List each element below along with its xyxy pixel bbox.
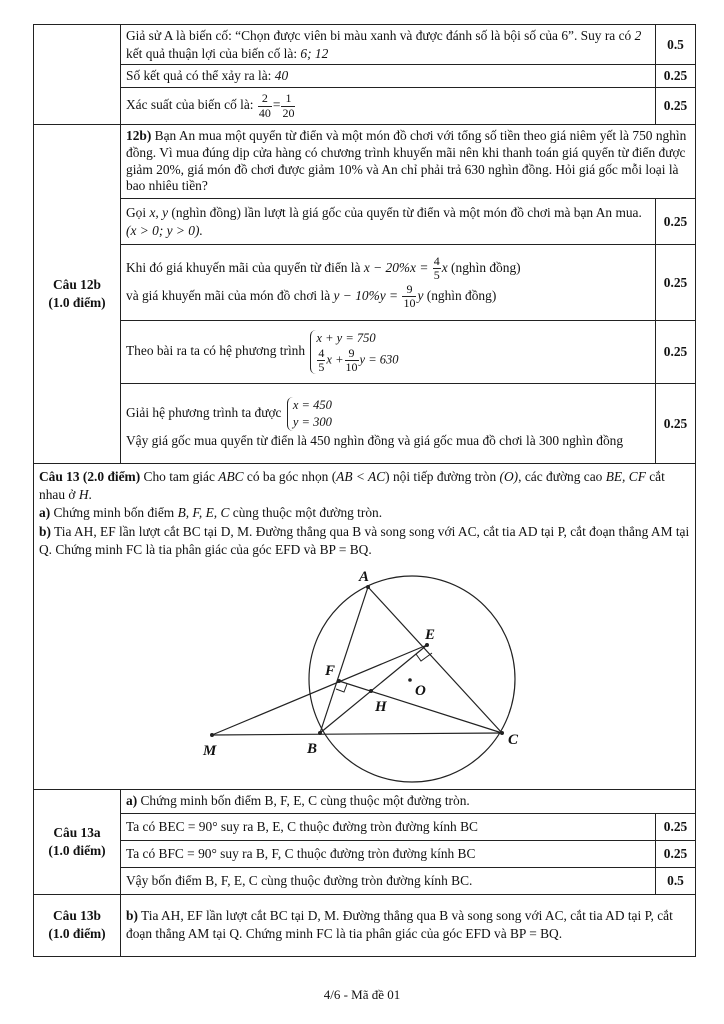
segment-ab — [320, 587, 368, 733]
label-m: M — [202, 742, 216, 759]
fraction: $\frac{4}{5}$ — [433, 253, 440, 282]
right-angle-f — [336, 684, 347, 692]
label-a: A — [358, 568, 369, 585]
problem-statement: 12b) Bạn An mua một quyển từ điển và một món đồ chơi với tổng số tiền theo giá niêm yết là 750 nghìn đồng. Vì mua đúng dịp cửa hàng có chương trình khuyến mãi nên khi thanh toán giá quyển từ điển được giảm 20%, giá món đồ chơi được giảm 10% và An chỉ phải trả 630 nghìn đồng. Hỏi giá gốc mỗi loại là bao nhiêu tiền? — [121, 125, 696, 199]
score: 0.5 — [656, 25, 696, 65]
score: 0.25 — [656, 245, 696, 321]
conclusion: Vậy giá gốc mua quyển từ điển là 450 nghìn đồng và giá gốc mua đồ chơi là 300 nghìn đồng — [126, 433, 624, 449]
page-footer: 4/6 - Mã đề 01 — [323, 987, 401, 1002]
point-h — [369, 689, 373, 693]
equation-system: x = 450 y = 300 — [287, 397, 332, 431]
table-row — [34, 894, 696, 956]
fraction: $\frac{1}{20}$ — [282, 91, 295, 120]
label-e: E — [424, 626, 435, 643]
score: 0.25 — [656, 813, 696, 840]
question-cell-empty — [34, 25, 121, 125]
table-row — [34, 65, 696, 88]
question-13-statement: Câu 13 (2.0 điểm) Cho tam giác ABC có ba góc nhọn (AB < AC) nội tiếp đường tròn (O), các đường cao BE, CF cắt nhau ở H. a) Chứng minh bốn điểm B, F, E, C cùng thuộc một đường tròn. b) Tia AH, EF lần lượt cắt BC tại D, M. Đường thẳng qua B và song song với AC, cắt tia AD tại P, cắt đoạn thẳng AM tại Q. Chứng minh FC là tia phân giác của góc EFD và BP = BQ. A E F O H M B C — [34, 464, 696, 789]
circle-o — [309, 576, 515, 782]
table-row — [34, 199, 696, 245]
table-row — [34, 789, 696, 813]
step-text: Số kết quả có thể xảy ra là: 40 — [121, 65, 656, 88]
geometry-figure — [175, 565, 555, 783]
point-a — [366, 585, 370, 589]
table-row — [34, 321, 696, 384]
fraction: $\frac{9}{10}$ — [345, 345, 358, 374]
score: 0.25 — [656, 321, 696, 384]
score: 0.25 — [656, 384, 696, 464]
question-label-13b: Câu 13b (1.0 điểm) — [34, 894, 121, 956]
score: 0.25 — [656, 65, 696, 88]
point-m — [210, 733, 214, 737]
table-row — [34, 25, 696, 65]
table-row — [34, 813, 696, 840]
point-e — [425, 643, 429, 647]
answer-table — [33, 24, 696, 957]
point-f — [337, 679, 341, 683]
fraction: $\frac{9}{10}$ — [403, 282, 416, 311]
step-text: Ta có BFC = 90° suy ra B, F, C thuộc đường tròn đường kính BC — [121, 840, 656, 867]
step-text: Khi đó giá khuyến mãi của quyển từ điển là x − 20%x = $\frac{4}{5}$ x (nghìn đồng) và giá khuyến mãi của món đồ chơi là y − 10%y = $\frac{9}{10}$ y (nghìn đồng) — [121, 245, 656, 321]
step-text: Xác suất của biến cố là: $\frac{2}{40}$ = $\frac{1}{20}$ — [121, 88, 656, 125]
score: 0.25 — [656, 199, 696, 245]
point-c — [500, 731, 504, 735]
table-row — [34, 88, 696, 125]
segment-me — [212, 645, 427, 735]
label-f: F — [324, 662, 335, 679]
equation-system: x + y = 750 $\frac{4}{5}$ x + $\frac{9}{10}$ y = 630 — [310, 330, 398, 374]
step-text: Theo bài ra ta có hệ phương trình x + y = 750 $\frac{4}{5}$ x + $\frac{9}{10}$ y = 630 — [121, 321, 656, 384]
label-h: H — [374, 698, 387, 715]
step-text: Giả sử A là biến cố: “Chọn được viên bi màu xanh và được đánh số là bội số của 6”. Suy ra có 2 kết quả thuận lợi của biến cố là: 6; 12 — [121, 25, 656, 65]
part-title: b) Tia AH, EF lần lượt cắt BC tại D, M. Đường thẳng qua B và song song với AC, cắt tia AD tại P, cắt đoạn thẳng AM tại Q. Chứng minh FC là tia phân giác của góc EFD và BP = BQ. — [121, 894, 696, 956]
table-row — [34, 125, 696, 199]
step-text: Ta có BEC = 90° suy ra B, E, C thuộc đường tròn đường kính BC — [121, 813, 656, 840]
segment-mc — [212, 733, 502, 735]
table-row — [34, 867, 696, 894]
label-c: C — [507, 731, 518, 748]
score: 0.5 — [656, 867, 696, 894]
point-b — [318, 731, 322, 735]
score: 0.25 — [656, 840, 696, 867]
score: 0.25 — [656, 88, 696, 125]
point-o — [408, 678, 412, 682]
question-label-13a: Câu 13a (1.0 điểm) — [34, 789, 121, 894]
label-b: B — [306, 740, 317, 757]
step-text: Giải hệ phương trình ta được x = 450 y = 300 Vậy giá gốc mua quyển từ điển là 450 nghìn đồng và giá gốc mua đồ chơi là 300 nghìn đồng — [121, 384, 656, 464]
step-text: Vậy bốn điểm B, F, E, C cùng thuộc đường tròn đường kính BC. — [121, 867, 656, 894]
table-row — [34, 464, 696, 789]
table-row — [34, 384, 696, 464]
table-row — [34, 840, 696, 867]
step-text: Gọi x, y (nghìn đồng) lần lượt là giá gốc của quyển từ điển và một món đồ chơi mà bạn An mua. (x > 0; y > 0). — [121, 199, 656, 245]
fraction: $\frac{2}{40}$ — [258, 91, 271, 120]
right-angle-e — [416, 653, 432, 661]
table-row — [34, 245, 696, 321]
question-label-12b: Câu 12b (1.0 điểm) — [34, 125, 121, 464]
part-title: a) Chứng minh bốn điểm B, F, E, C cùng thuộc một đường tròn. — [121, 789, 696, 813]
fraction: $\frac{4}{5}$ — [318, 345, 325, 374]
label-o: O — [414, 682, 426, 699]
